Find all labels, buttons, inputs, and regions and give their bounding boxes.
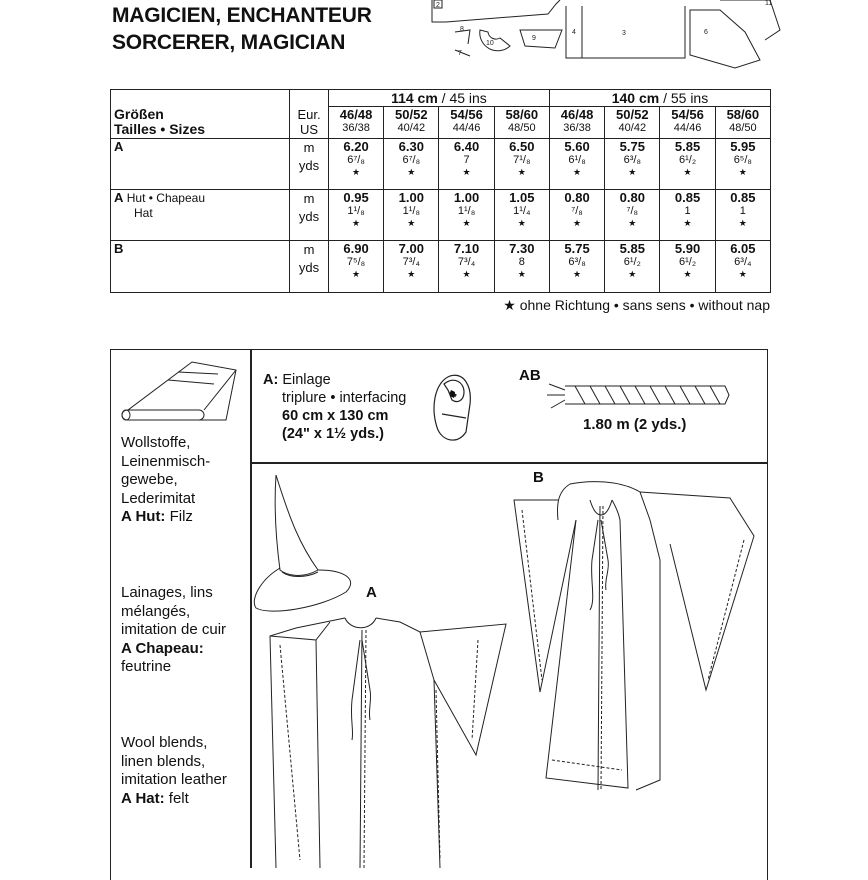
- yardage-cell: 5.90 6¹/₂ ★: [660, 240, 715, 292]
- piece-number: 11: [765, 0, 773, 7]
- piece-number: 2: [436, 2, 440, 9]
- title-english: SORCERER, MAGICIAN: [112, 31, 346, 54]
- width-row: [111, 90, 771, 107]
- view-b-label: B: [533, 469, 544, 486]
- us-label: US: [299, 121, 319, 137]
- piece-number: 6: [704, 29, 708, 36]
- piece-number: 7: [458, 50, 462, 57]
- fabric-width-140: 140 cm / 55 ins: [549, 90, 770, 107]
- yardage-cell: 5.60 6¹/₈ ★: [549, 139, 604, 190]
- fabric-suggestions-fr: Lainages, lins mélangés, imitation de cuir A Chapeau: feutrine: [121, 584, 227, 675]
- pattern-piece-9: [520, 30, 562, 48]
- piece-number: 3: [622, 30, 626, 37]
- fabric-bolt-icon: [118, 358, 243, 426]
- size-cell: 54/56 44/46: [660, 107, 715, 139]
- yardage-table: [110, 89, 771, 293]
- yardage-cell: 5.95 6⁵/₈ ★: [715, 139, 770, 190]
- yardage-cell: 6.90 7⁵/₈ ★: [328, 240, 383, 292]
- size-cell: 50/52 40/42: [605, 107, 660, 139]
- yardage-cell: 0.95 1¹/₈ ★: [328, 190, 383, 240]
- pattern-piece-10: [480, 30, 510, 51]
- yardage-cell: 1.00 1¹/₈ ★: [384, 190, 439, 240]
- size-cell: 58/60 48/50: [715, 107, 770, 139]
- nap-footnote: ★ ohne Richtung • sans sens • without nap: [503, 297, 770, 313]
- yardage-cell: 7.30 8 ★: [494, 240, 549, 292]
- yardage-cell: 0.80 ⁷/₈ ★: [605, 190, 660, 240]
- fabric-suggestions-en: Wool blends, linen blends, imitation leather A Hat: felt: [121, 734, 227, 807]
- cape-a-illustration: [270, 618, 506, 868]
- yardage-cell: 0.85 1 ★: [715, 190, 770, 240]
- row-label: A: [114, 139, 124, 155]
- yardage-cell: 1.00 1¹/₈ ★: [439, 190, 494, 240]
- fabric-suggestions-de: Wollstoffe, Leinenmisch- gewebe, Lederimitat A Hut: Filz: [121, 434, 211, 525]
- row-view-a-hat: A Hut • Chapeau Hat m yds 0.95 1¹/₈ ★ 1.00 1¹/₈ ★ 1.00 1¹/₈ ★ 1.05 1¹/₄ ★ 0.80 ⁷/₈ ★ 0.80 ⁷/₈ ★ 0.85 1 ★ 0.85 1 ★: [111, 190, 771, 240]
- yardage-cell: 6.05 6³/₄ ★: [715, 240, 770, 292]
- yardage-cell: 0.85 1 ★: [660, 190, 715, 240]
- eur-label: Eur.: [297, 106, 321, 122]
- yardage-cell: 6.50 7¹/₈ ★: [494, 139, 549, 190]
- pattern-piece-6: [690, 10, 760, 68]
- piece-number: 10: [486, 40, 494, 47]
- view-a-label: A: [366, 584, 377, 601]
- row-label: A: [114, 190, 124, 206]
- pattern-pieces-diagram: [425, 0, 868, 70]
- interfacing-notion: A: Einlage triplure • interfacing 60 cm x 130 cm (24" x 1½ yds.): [263, 372, 407, 442]
- row-label-en: Hat: [134, 206, 153, 221]
- yardage-cell: 7.10 7³/₄ ★: [439, 240, 494, 292]
- title-french: MAGICIEN, ENCHANTEUR: [112, 4, 372, 27]
- row-view-a: A m yds 6.20 6⁷/₈ ★ 6.30 6⁷/₈ ★ 6.40 7 ★ 6.50 7¹/₈ ★ 5.60 6¹/₈ ★ 5.75 6³/₈ ★ 5.85 6¹/₂ ★ 5.95 6⁵/₈ ★: [111, 139, 771, 190]
- pattern-piece-2: [432, 0, 560, 22]
- size-cell: 46/48 36/38: [549, 107, 604, 139]
- row-label: B: [114, 240, 124, 256]
- size-label-de: Größen: [114, 105, 164, 122]
- yardage-cell: 5.85 6¹/₂ ★: [605, 240, 660, 292]
- piece-number: 8: [460, 26, 464, 33]
- row-view-b: B m yds 6.90 7⁵/₈ ★ 7.00 7³/₄ ★ 7.10 7³/₄ ★ 7.30 8 ★ 5.75 6³/₈ ★ 5.85 6¹/₂ ★ 5.90 6¹/₂ ★ 6.05 6³/₄ ★: [111, 240, 771, 292]
- yardage-cell: 5.75 6³/₈ ★: [549, 240, 604, 292]
- size-cell: 46/48 36/38: [328, 107, 383, 139]
- yardage-cell: 6.30 6⁷/₈ ★: [384, 139, 439, 190]
- yardage-cell: 1.05 1¹/₄ ★: [494, 190, 549, 240]
- piece-number: 9: [532, 35, 536, 42]
- row-label-de-fr: Hut • Chapeau: [126, 191, 205, 206]
- yardage-cell: 0.80 ⁷/₈ ★: [549, 190, 604, 240]
- fabric-width-114: 114 cm / 45 ins: [328, 90, 549, 107]
- sizes-row: [111, 107, 771, 139]
- size-cell: 54/56 44/46: [439, 107, 494, 139]
- iron-icon: [428, 370, 478, 448]
- cord-label: AB: [519, 367, 541, 384]
- yardage-cell: 6.40 7 ★: [439, 139, 494, 190]
- size-cell: 58/60 48/50: [494, 107, 549, 139]
- size-label-fr-en: Tailles • Sizes: [114, 120, 206, 137]
- yardage-cell: 6.20 6⁷/₈ ★: [328, 139, 383, 190]
- cord-length: 1.80 m (2 yds.): [583, 416, 687, 433]
- piece-number: 4: [572, 29, 576, 36]
- yardage-cell: 5.75 6³/₈ ★: [605, 139, 660, 190]
- cape-b-illustration: [514, 482, 754, 790]
- wizard-hat-illustration: [254, 475, 350, 611]
- size-cell: 50/52 40/42: [384, 107, 439, 139]
- yardage-cell: 5.85 6¹/₂ ★: [660, 139, 715, 190]
- garment-illustrations: [252, 464, 766, 868]
- yardage-cell: 7.00 7³/₄ ★: [384, 240, 439, 292]
- cord-icon: [545, 378, 735, 412]
